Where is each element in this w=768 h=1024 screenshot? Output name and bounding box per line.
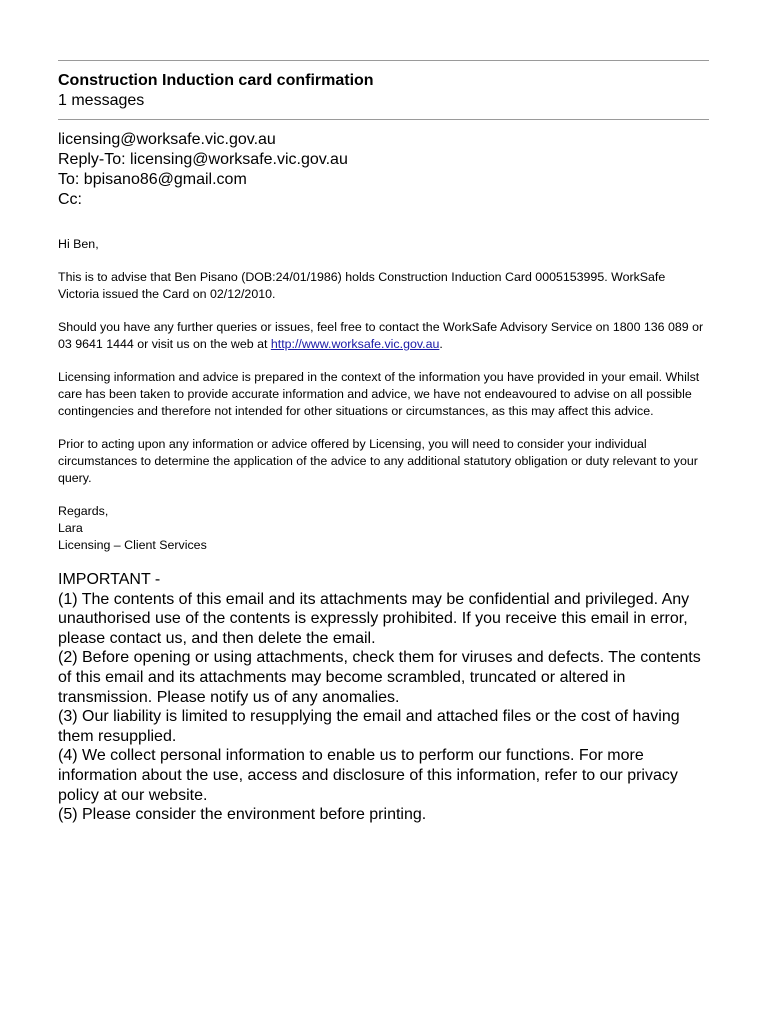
email-subject: Construction Induction card confirmation: [58, 72, 374, 89]
from-address: licensing@worksafe.vic.gov.au: [58, 131, 276, 148]
greeting: Hi Ben,: [58, 237, 99, 251]
regards: Regards,: [58, 504, 109, 518]
top-divider: [58, 60, 709, 61]
important-notice: [58, 570, 709, 825]
worksafe-website-link[interactable]: http://www.worksafe.vic.gov.au: [270, 337, 440, 351]
important-heading: IMPORTANT -: [58, 571, 161, 588]
cc-line: Cc:: [58, 191, 82, 208]
important-item: (3) Our liability is limited to resupplying the email and attached files or the cost of having them resupplied.: [58, 708, 680, 745]
signature: [58, 503, 709, 554]
to-line: To: bpisano86@gmail.com: [58, 171, 247, 188]
important-item: (5) Please consider the environment before printing.: [58, 806, 427, 824]
sender-name: Lara: [58, 521, 83, 535]
email-document: [58, 0, 709, 825]
reply-to-line: Reply-To: licensing@worksafe.vic.gov.au: [58, 151, 348, 168]
body-paragraph-card: This is to advise that Ben Pisano (DOB:24/01/1986) holds Construction Induction Card 0005153995. WorkSafe Victoria issued the Card on 02/12/2010.: [58, 270, 666, 301]
email-headers: [58, 130, 709, 210]
body-paragraph-prior: Prior to acting upon any information or advice offered by Licensing, you will need to consider your individual circumstances to determine the application of the advice to any additional statutory obligation or duty relevant to your query.: [58, 437, 698, 485]
sender-department: Licensing – Client Services: [58, 538, 207, 552]
important-item: (1) The contents of this email and its attachments may be confidential and privileged. Any unauthorised use of the contents is expressly prohibited. If you receive this email in error, please contact us, and then delete the email.: [58, 590, 690, 647]
body-paragraph-contact: [58, 319, 709, 353]
email-body: [58, 236, 709, 554]
message-count: 1 messages: [58, 92, 145, 109]
important-item: (2) Before opening or using attachments, check them for viruses and defects. The contents of this email and its attachments may become scrambled, truncated or altered in transmission. Please notify us of any anomalies.: [58, 649, 701, 706]
contact-text-end: .: [439, 337, 443, 351]
header-divider: [58, 119, 709, 120]
contact-text: Should you have any further queries or issues, feel free to contact the WorkSafe Advisory Service on 1800 136 089 or 03 9641 1444 or visit us on the web at: [58, 320, 704, 351]
important-item: (4) We collect personal information to enable us to perform our functions. For more information about the use, access and disclosure of this information, refer to our privacy policy at our website.: [58, 747, 678, 804]
body-paragraph-disclaimer: Licensing information and advice is prepared in the context of the information you have provided in your email. Whilst care has been taken to provide accurate information and advice, we have not endeavoured to advise on all possible contingencies and therefore not intended for other situations or circumstances, as this may affect this advice.: [58, 370, 700, 418]
